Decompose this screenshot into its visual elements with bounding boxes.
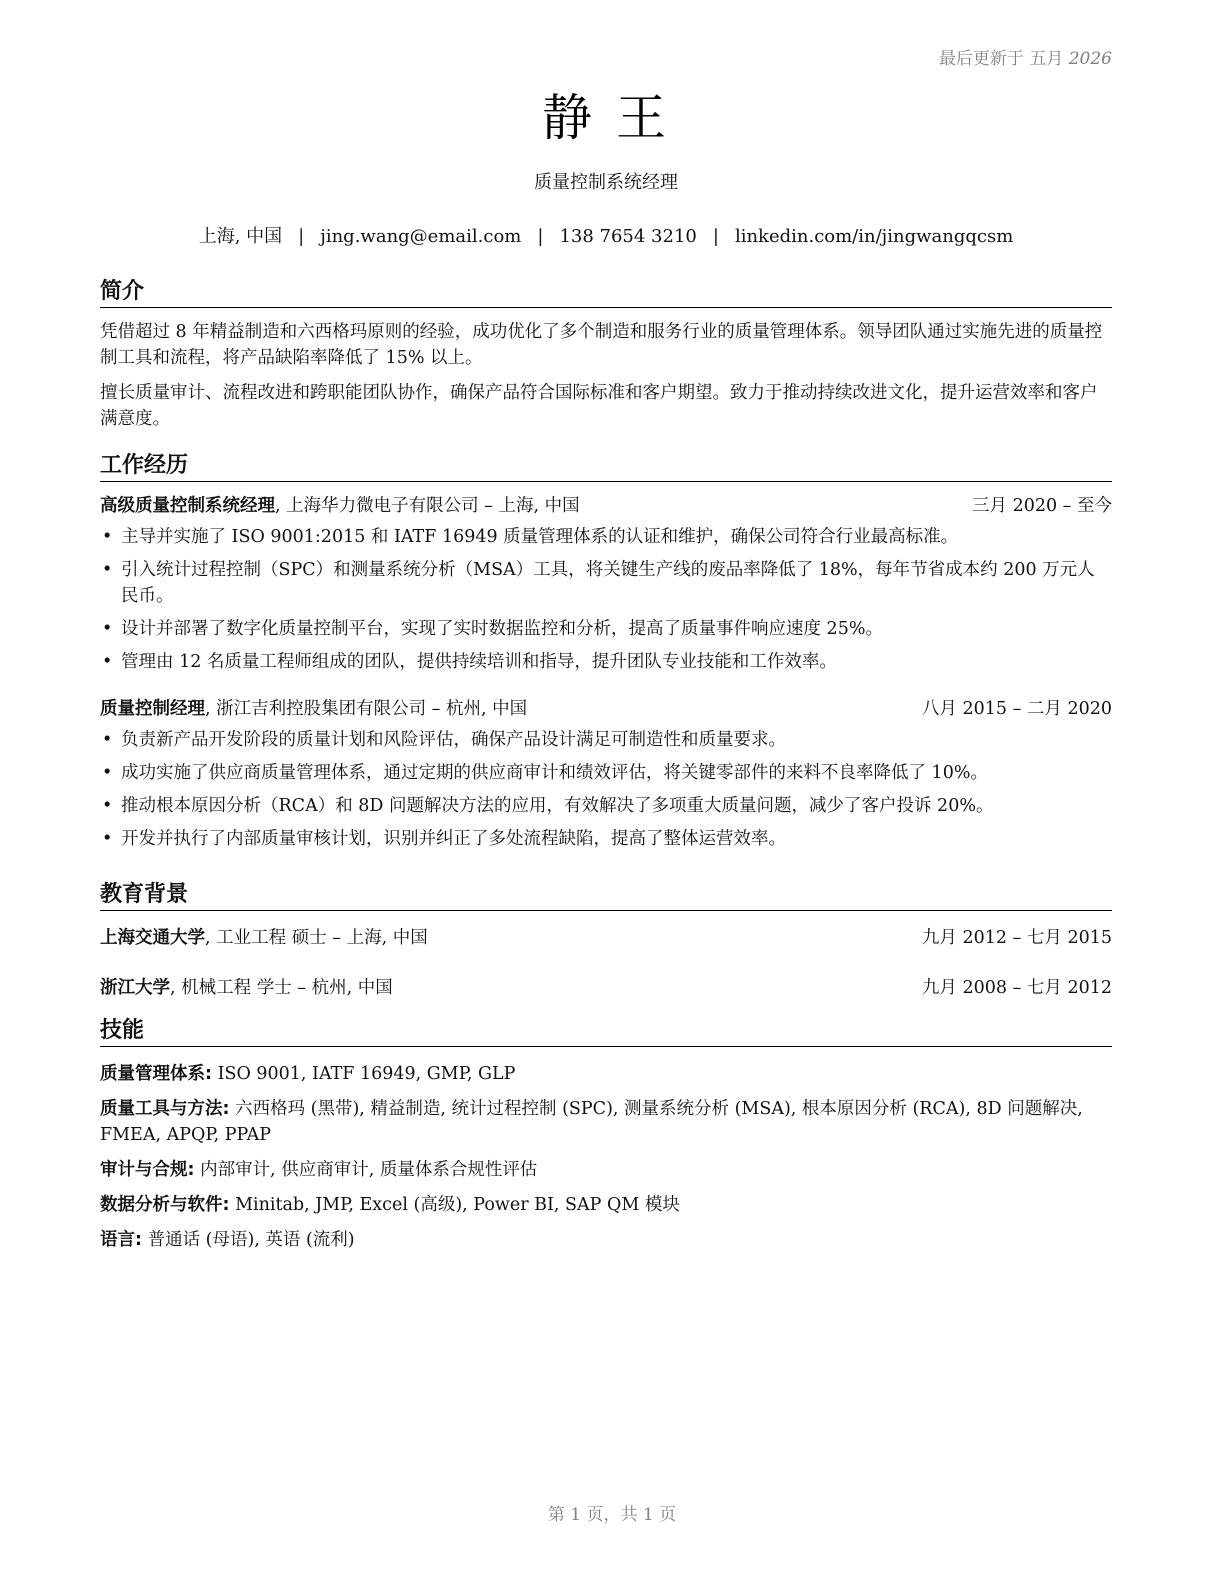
job-dates: 三月 2020 – 至今 <box>972 496 1112 516</box>
contact-location: 上海, 中国 <box>198 226 283 247</box>
list-item <box>100 727 1112 753</box>
contact-phone[interactable]: 138 7654 3210 <box>559 226 697 247</box>
skill-label: 质量工具与方法: <box>100 1099 230 1119</box>
summary-heading: 简介 <box>100 278 1112 308</box>
contact-line <box>100 224 1112 250</box>
job-entry <box>100 696 1112 852</box>
skill-value: 内部审计, 供应商审计, 质量体系合规性评估 <box>194 1160 538 1180</box>
list-item <box>100 616 1112 642</box>
education-heading: 教育背景 <box>100 881 1112 911</box>
resume-page <box>100 0 1112 1584</box>
job-dates: 八月 2015 – 二月 2020 <box>921 699 1112 719</box>
last-updated <box>939 44 1112 69</box>
contact-linkedin[interactable]: linkedin.com/in/jingwangqcsm <box>734 226 1014 247</box>
job-bullets <box>100 524 1112 675</box>
education-dates: 九月 2008 – 七月 2012 <box>921 978 1112 998</box>
candidate-title: 质量控制系统经理 <box>534 172 678 193</box>
experience-heading: 工作经历 <box>100 452 1112 482</box>
education-degree: , 工业工程 硕士 – 上海, 中国 <box>205 928 428 948</box>
candidate-name: 静 王 <box>542 89 670 147</box>
skill-value: 六西格玛 (黑带), 精益制造, 统计过程控制 (SPC), 测量系统分析 (MSA), 根本原因分析 (RCA), 8D 问题解决, FMEA, APQP, PPAP <box>100 1099 1083 1145</box>
job-header <box>100 493 1112 519</box>
education-dates: 九月 2012 – 七月 2015 <box>921 928 1112 948</box>
bullet-text: 推动根本原因分析（RCA）和 8D 问题解决方法的应用，有效解决了多项重大质量问题，减少了客户投诉 20%。 <box>121 796 994 816</box>
skill-label: 数据分析与软件: <box>100 1195 230 1215</box>
skill-row <box>100 1157 1112 1183</box>
list-item <box>100 826 1112 852</box>
skill-label: 语言: <box>100 1230 142 1250</box>
bullet-icon: • <box>102 619 113 639</box>
contact-email[interactable]: jing.wang@email.com <box>320 226 522 247</box>
last-updated-year: 2026 <box>1068 49 1112 69</box>
contact-separator: | <box>298 226 305 247</box>
skill-value: 普通话 (母语), 英语 (流利) <box>142 1230 355 1250</box>
summary-section <box>100 278 1112 432</box>
job-company: , 浙江吉利控股集团有限公司 – 杭州, 中国 <box>205 699 528 719</box>
list-item <box>100 557 1112 609</box>
bullet-icon: • <box>102 652 113 672</box>
skills-section <box>100 1017 1112 1262</box>
contact-separator: | <box>537 226 544 247</box>
bullet-icon: • <box>102 829 113 849</box>
contact-separator: | <box>712 226 719 247</box>
education-degree: , 机械工程 学士 – 杭州, 中国 <box>170 978 393 998</box>
education-entry <box>100 925 1112 951</box>
job-bullets <box>100 727 1112 852</box>
education-school: 浙江大学 <box>100 978 170 998</box>
skill-row <box>100 1227 1112 1253</box>
list-item <box>100 524 1112 550</box>
skill-row <box>100 1061 1112 1087</box>
bullet-icon: • <box>102 527 113 547</box>
bullet-text: 设计并部署了数字化质量控制平台，实现了实时数据监控和分析，提高了质量事件响应速度 25%。 <box>121 619 883 639</box>
experience-section <box>100 452 1112 852</box>
summary-paragraph: 擅长质量审计、流程改进和跨职能团队协作，确保产品符合国际标准和客户期望。致力于推动持续改进文化，提升运营效率和客户满意度。 <box>100 383 1098 429</box>
skill-value: ISO 9001, IATF 16949, GMP, GLP <box>212 1064 516 1084</box>
job-company: , 上海华力微电子有限公司 – 上海, 中国 <box>275 496 580 516</box>
skills-list <box>100 1061 1112 1253</box>
skills-heading: 技能 <box>100 1017 1112 1047</box>
bullet-text: 引入统计过程控制（SPC）和测量系统分析（MSA）工具，将关键生产线的废品率降低了 18%，每年节省成本约 200 万元人民币。 <box>121 560 1095 606</box>
bullet-text: 开发并执行了内部质量审核计划，识别并纠正了多处流程缺陷，提高了整体运营效率。 <box>121 829 786 849</box>
bullet-text: 负责新产品开发阶段的质量计划和风险评估，确保产品设计满足可制造性和质量要求。 <box>121 730 786 750</box>
job-role: 高级质量控制系统经理 <box>100 496 275 516</box>
skill-label: 审计与合规: <box>100 1160 195 1180</box>
list-item <box>100 760 1112 786</box>
skill-row <box>100 1096 1112 1148</box>
last-updated-label: 最后更新于 五月 <box>938 49 1064 69</box>
bullet-icon: • <box>102 763 113 783</box>
page-number: 第 1 页，共 1 页 <box>547 1505 677 1525</box>
bullet-icon: • <box>102 560 113 580</box>
job-header <box>100 696 1112 722</box>
summary-paragraph: 凭借超过 8 年精益制造和六西格玛原则的经验，成功优化了多个制造和服务行业的质量管理体系。领导团队通过实施先进的质量控制工具和流程，将产品缺陷率降低了 15% 以上。 <box>100 322 1103 368</box>
education-entry <box>100 975 1112 1001</box>
bullet-icon: • <box>102 730 113 750</box>
education-school: 上海交通大学 <box>100 928 205 948</box>
skill-row <box>100 1192 1112 1218</box>
skill-label: 质量管理体系: <box>100 1064 212 1084</box>
skill-value: Minitab, JMP, Excel (高级), Power BI, SAP QM 模块 <box>229 1195 680 1215</box>
bullet-text: 成功实施了供应商质量管理体系，通过定期的供应商审计和绩效评估，将关键零部件的来料不良率降低了 10%。 <box>121 763 988 783</box>
job-role: 质量控制经理 <box>100 699 205 719</box>
bullet-icon: • <box>102 796 113 816</box>
bullet-text: 主导并实施了 ISO 9001:2015 和 IATF 16949 质量管理体系的认证和维护，确保公司符合行业最高标准。 <box>121 527 959 547</box>
list-item <box>100 793 1112 819</box>
list-item <box>100 649 1112 675</box>
education-section <box>100 881 1112 1001</box>
job-entry <box>100 493 1112 675</box>
bullet-text: 管理由 12 名质量工程师组成的团队，提供持续培训和指导，提升团队专业技能和工作效率。 <box>121 652 837 672</box>
